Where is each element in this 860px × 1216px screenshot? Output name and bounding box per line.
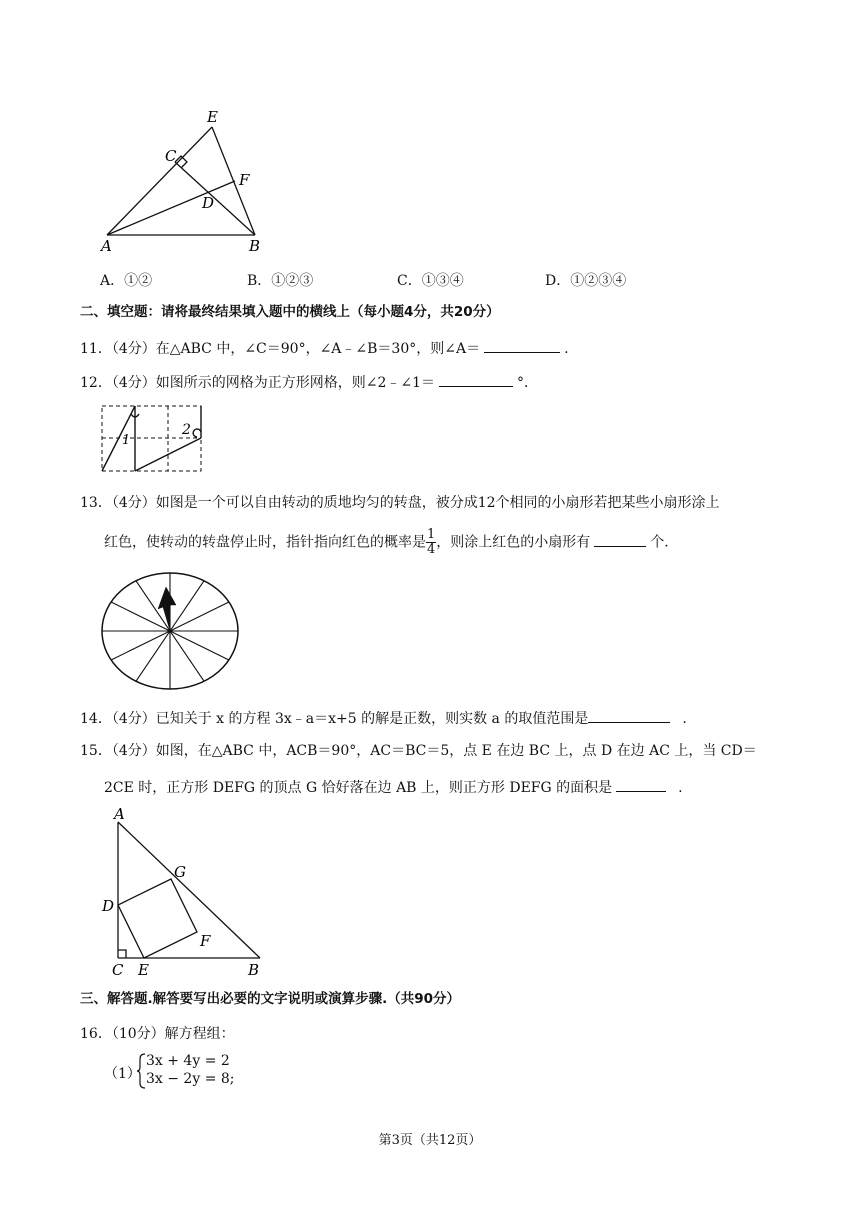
section-3-heading: 三、解答题.解答要写出必要的文字说明或演算步骤.（共90分） (80, 991, 461, 1007)
answer-blank-13 (594, 532, 646, 547)
label-C: C (165, 147, 177, 165)
square-in-triangle-figure-q15 (98, 804, 268, 979)
label-B: B (249, 237, 261, 255)
label-B: B (248, 961, 260, 979)
right-angle-mark-C (118, 950, 126, 958)
label-G: G (174, 863, 186, 881)
equation-brace (136, 1053, 146, 1089)
label-C: C (112, 961, 124, 979)
grid-figure-q12 (100, 404, 205, 474)
label-E: E (138, 961, 149, 979)
answer-blank-11 (484, 338, 560, 353)
label-A: A (101, 237, 112, 255)
right-angle-mark (175, 156, 187, 168)
answer-blank-15 (616, 777, 666, 792)
label-F: F (200, 932, 211, 950)
fraction-one-quarter: $\frac{1}{4}$ (427, 527, 436, 557)
square-DEFG (118, 879, 197, 958)
answer-blank-12 (439, 372, 513, 387)
label-F: F (239, 171, 250, 189)
angle-1-label: 1 (122, 433, 131, 448)
option-a: A．①② (100, 273, 153, 289)
equation-semicolon: ; (229, 1071, 235, 1087)
question-13-line2: 红色，使转动的转盘停止时，指针指向红色的概率是 $\frac{1}{4}$ ，则涂上红色的小扇形有 个. (104, 527, 669, 557)
triangle-figure-q10 (95, 105, 265, 255)
spinner-wheel (100, 571, 240, 693)
page-footer: 第3页（共12页） (378, 1133, 482, 1148)
question-11: 11．（4分）在△ABC 中，∠C＝90°，∠A﹣∠B＝30°，则∠A＝ . (80, 338, 569, 358)
spinner-arrow (158, 587, 176, 631)
question-14: 14．（4分）已知关于 x 的方程 3x﹣a＝x+5 的解是正数，则实数 a 的取值范围是 . (80, 708, 687, 728)
label-D: D (102, 897, 115, 915)
question-15-line1: 15．（4分）如图，在△ABC 中，ACB＝90°，AC＝BC＝5，点 E 在边 BC 上，点 D 在边 AC 上，当 CD＝ (80, 743, 757, 759)
question-12: 12．（4分）如图所示的网格为正方形网格，则∠2﹣∠1＝ °． (80, 372, 538, 392)
angle-2-label: 2 (182, 422, 191, 438)
equation-1: 3x + 4y = 2 (146, 1053, 230, 1069)
option-c: C．①③④ (397, 273, 464, 289)
equation-2: 3x − 2y = 8; (146, 1071, 235, 1087)
option-b: B．①②③ (247, 273, 314, 289)
label-D: D (202, 194, 215, 212)
question-13-line1: 13．（4分）如图是一个可以自由转动的质地均匀的转盘，被分成12个相同的小扇形若把某些小扇形涂上 (80, 495, 720, 511)
label-A: A (114, 805, 125, 823)
segment-AB (118, 822, 260, 958)
section-2-heading: 二、填空题：请将最终结果填入题中的横线上（每小题4分，共20分） (80, 304, 500, 320)
question-15-line2: 2CE 时，正方形 DEFG 的顶点 G 恰好落在边 AB 上，则正方形 DEFG 的面积是 . (104, 777, 683, 797)
option-d: D．①②③④ (545, 273, 627, 289)
segment-AF (107, 181, 235, 235)
subquestion-1-label: （1） (104, 1066, 141, 1082)
label-E: E (207, 108, 218, 126)
question-16: 16．（10分）解方程组： (80, 1026, 235, 1042)
answer-blank-14 (588, 708, 670, 723)
